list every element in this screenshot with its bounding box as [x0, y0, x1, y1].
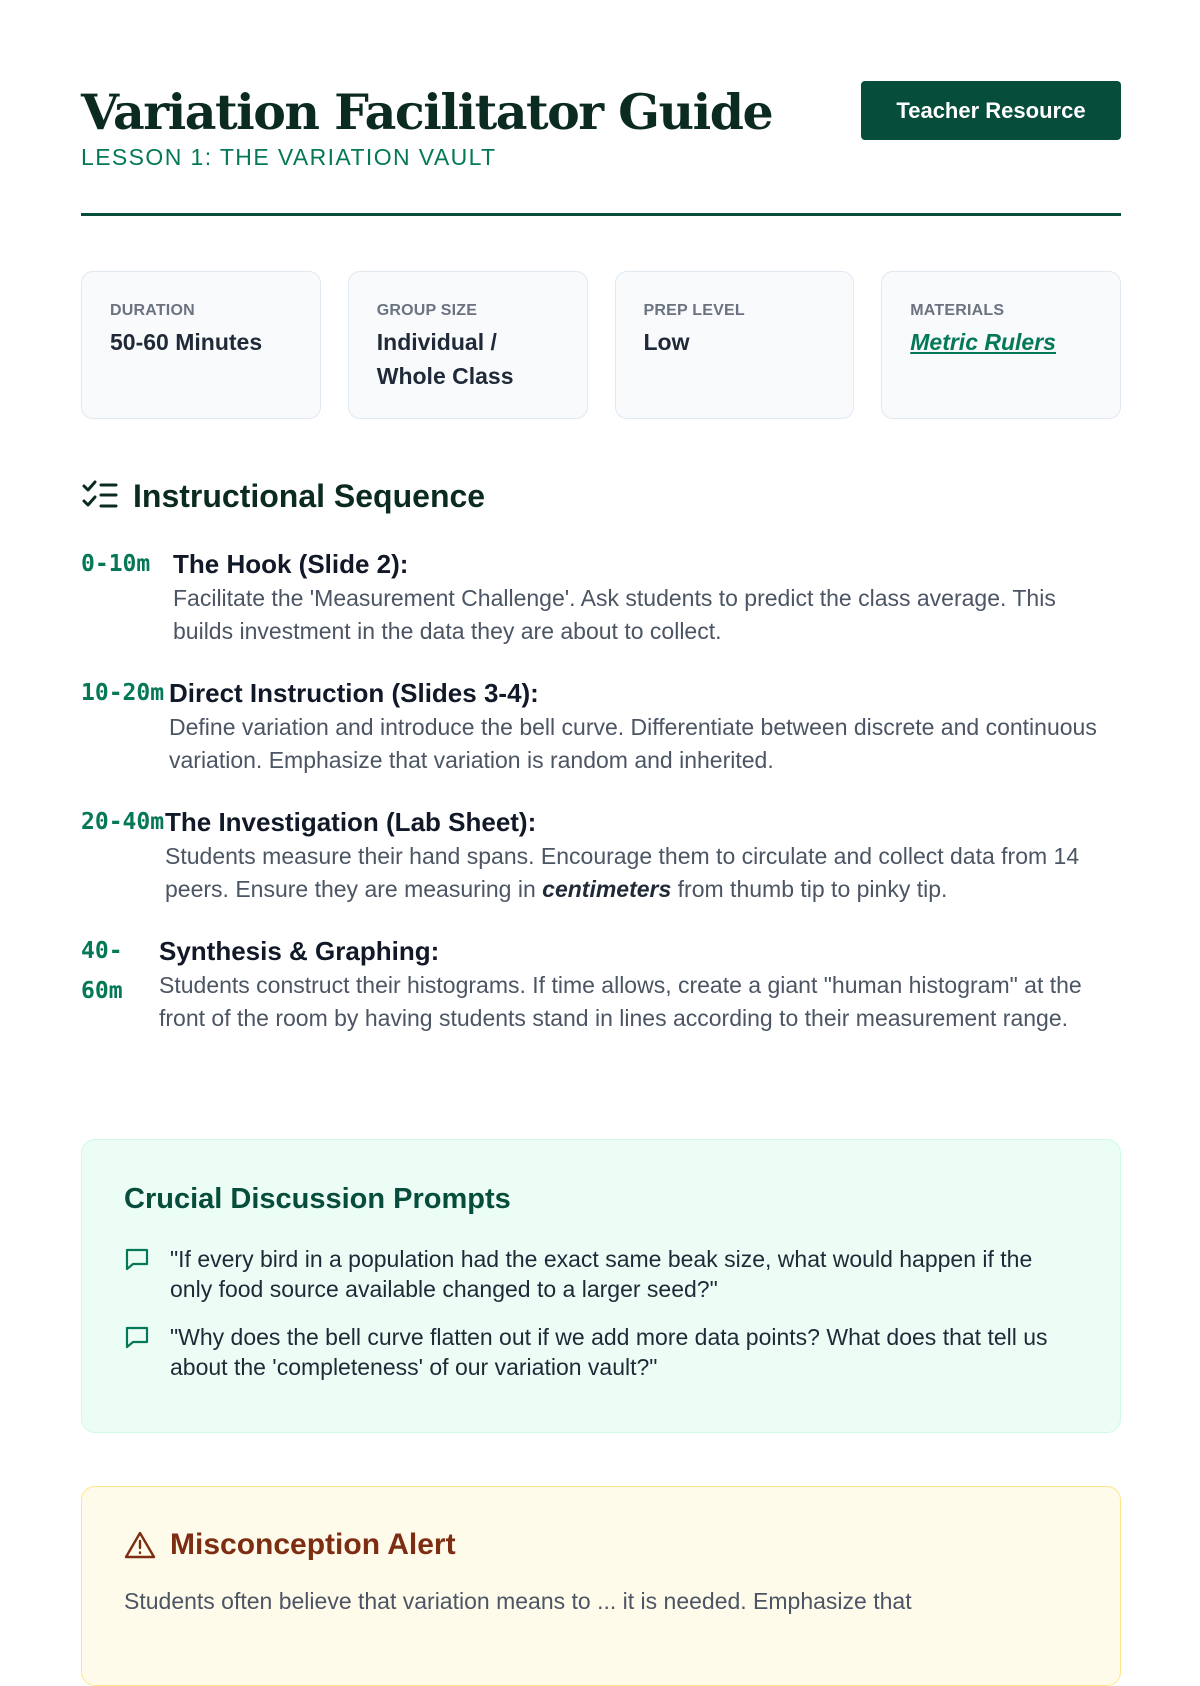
sequence-description: Students construct their histograms. If time allows, create a giant "human histogram" at the front of the room by having students stand in lines according to their measurement range. [159, 972, 1082, 1031]
facilitator-guide-page [81, 0, 1121, 1614]
discussion-prompts-panel [81, 1139, 1121, 1433]
group-size-card [348, 271, 588, 419]
card-value: 50-60 Minutes [110, 329, 263, 355]
sequence-title: Synthesis & Graphing: [159, 936, 440, 966]
section-title: Instructional Sequence [133, 478, 486, 514]
chat-bubble-icon [124, 1246, 150, 1272]
card-label: PREP LEVEL [643, 302, 745, 319]
lesson-subtitle: LESSON 1: THE VARIATION VAULT [81, 144, 497, 170]
sequence-body [165, 804, 1121, 906]
sequence-description: Facilitate the 'Measurement Challenge'. Ask students to predict the class average. This builds investment in the data they are about to collect. [173, 585, 1056, 644]
card-label: DURATION [110, 302, 195, 319]
sequence-time: 0-10m [81, 551, 151, 577]
alert-text: Students often believe that variation means to ... it is needed. Emphasize that [124, 1588, 912, 1614]
chat-bubble-icon [124, 1324, 150, 1350]
sequence-title: The Hook (Slide 2): [173, 549, 409, 579]
sequence-body [159, 933, 1121, 1035]
sequence-body [169, 675, 1121, 777]
sequence-time: 20-40m [81, 809, 165, 835]
description-text: Students measure their hand spans. Encourage them to circulate and collect data from 14 peers. Ensure they are measuring in [165, 843, 1080, 902]
card-value: Individual / Whole Class [376, 329, 514, 389]
prompt-text: "Why does the bell curve flatten out if we add more data points? What does that tell us about the 'completeness' of our variation vault?" [170, 1324, 1048, 1380]
sequence-body [173, 546, 1121, 648]
prep-level-card [615, 271, 855, 419]
lesson-info-cards [81, 271, 1121, 419]
prompt-item [124, 1322, 1078, 1382]
sequence-item [81, 804, 1121, 906]
sequence-list [81, 546, 1121, 1062]
prompt-text: "If every bird in a population had the exact same beak size, what would happen if the only food source available changed to a larger seed?" [170, 1246, 1033, 1302]
teacher-resource-badge: Teacher Resource [861, 81, 1121, 140]
prompt-item [124, 1244, 1078, 1304]
sequence-item [81, 546, 1121, 648]
alert-header [124, 1525, 1078, 1565]
sequence-item [81, 675, 1121, 777]
card-label: MATERIALS [910, 302, 1005, 319]
page-header [81, 0, 1121, 216]
materials-card [881, 271, 1121, 419]
alert-heading: Misconception Alert [170, 1528, 456, 1561]
sequence-title: The Investigation (Lab Sheet): [165, 807, 537, 837]
card-value: Low [643, 329, 690, 355]
emphasis-centimeters: centimeters [542, 876, 672, 902]
warning-icon [124, 1530, 156, 1560]
sequence-time: 10-20m [81, 680, 165, 706]
sequence-time: 40-60m [81, 938, 123, 1004]
sequence-item [81, 933, 1121, 1035]
duration-card [81, 271, 321, 419]
description-text: from thumb tip to pinky tip. [677, 876, 948, 902]
sequence-description: Define variation and introduce the bell curve. Differentiate between discrete and continuous variation. Emphasize that variation is random and inherited. [169, 714, 1097, 773]
sequence-title: Direct Instruction (Slides 3-4): [169, 678, 539, 708]
page-title: Variation Facilitator Guide [81, 83, 773, 141]
card-label: GROUP SIZE [376, 302, 478, 319]
prompts-heading: Crucial Discussion Prompts [124, 1183, 511, 1215]
misconception-alert-panel [81, 1486, 1121, 1686]
instructional-sequence-heading [81, 476, 485, 516]
checklist-icon [81, 479, 119, 513]
sequence-description [165, 840, 1121, 906]
materials-link[interactable]: Metric Rulers [910, 329, 1056, 355]
